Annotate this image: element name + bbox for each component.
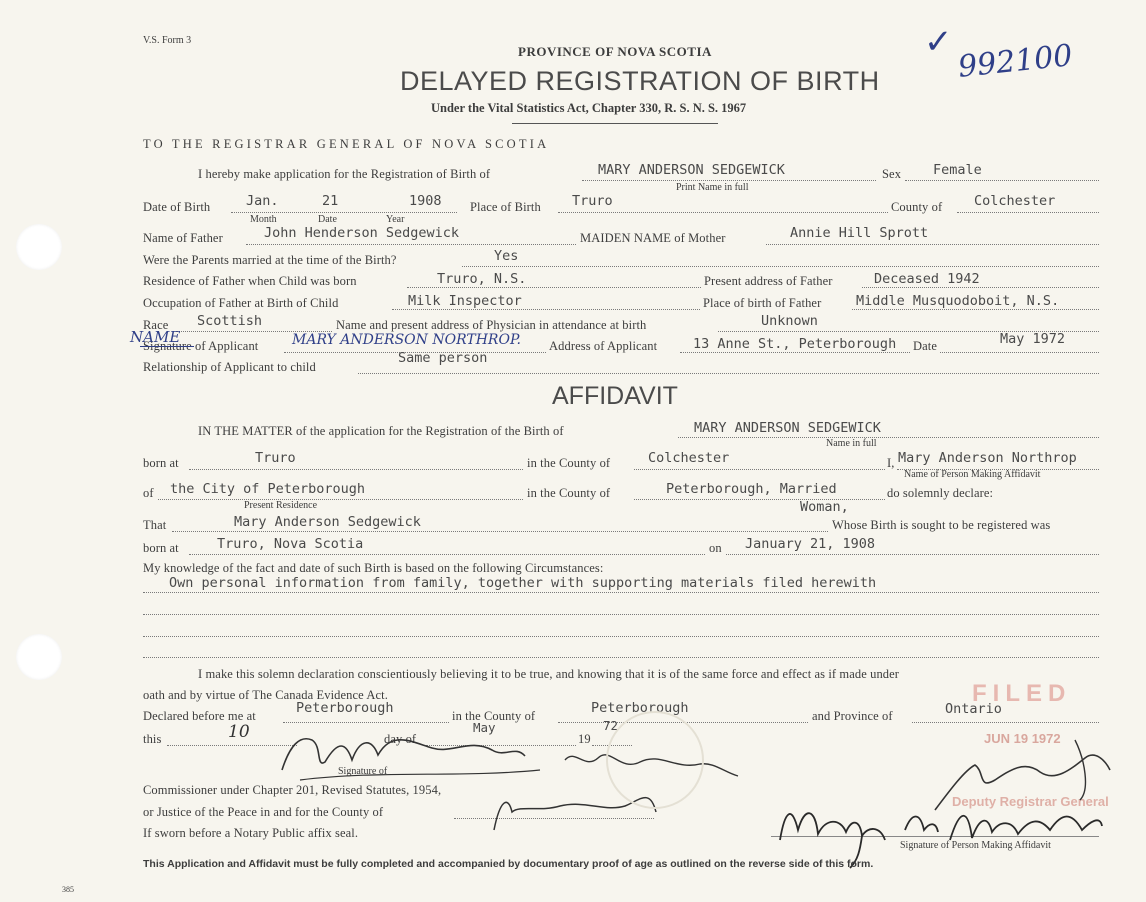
county-label: County of — [891, 200, 943, 214]
solemn-declaration-2: oath and by virtue of The Canada Evidence Act. — [143, 688, 388, 702]
sex-value: Female — [933, 162, 982, 178]
deputy-registrar-stamp: Deputy Registrar General — [952, 794, 1109, 809]
dob-year: 1908 — [409, 193, 442, 209]
residence-value: the City of Peterborough — [170, 481, 366, 497]
declared-label: Declared before me at — [143, 709, 256, 723]
this-label: this — [143, 732, 162, 746]
county-2-value: Peterborough, Married — [666, 481, 837, 497]
dob-day: 21 — [322, 193, 339, 209]
commissioner-line-2: or Justice of the Peace in and for the County of — [143, 805, 384, 819]
year-prefix: 19 — [578, 732, 591, 746]
married-value: Yes — [494, 248, 519, 264]
signature-of-label: Signature of — [338, 766, 388, 777]
date-label: Date — [913, 339, 937, 353]
print-name-note: Print Name in full — [676, 182, 749, 193]
residence-father-value: Truro, N.S. — [437, 271, 527, 287]
county-3-label: in the County of — [452, 709, 536, 723]
father-birthplace-label: Place of birth of Father — [703, 296, 822, 310]
address-label: Address of Applicant — [549, 339, 658, 353]
registration-number: 992100 — [956, 38, 1075, 85]
declared-at-value: Peterborough — [296, 700, 394, 716]
commissioner-line-3: If sworn before a Notary Public affix seal. — [143, 826, 359, 840]
county-2-continued: Woman, — [800, 499, 849, 515]
dob-label: Date of Birth — [143, 200, 211, 214]
residence-father-label: Residence of Father when Child was born — [143, 274, 357, 288]
relationship-label: Relationship of Applicant to child — [143, 360, 316, 374]
born-on-value: January 21, 1908 — [745, 536, 876, 552]
that-name-value: Mary Anderson Sedgewick — [234, 514, 421, 530]
county-1-label: in the County of — [527, 456, 611, 470]
year-note: Year — [386, 214, 405, 225]
circumstances-value: Own personal information from family, together with supporting materials filed herewith — [169, 575, 877, 591]
applicant-name-value: MARY ANDERSON NORTHROP. — [292, 332, 521, 348]
mother-name-value: Annie Hill Sprott — [790, 225, 929, 241]
occupation-label: Occupation of Father at Birth of Child — [143, 296, 339, 310]
present-father-label: Present address of Father — [704, 274, 833, 288]
intro-label: I hereby make application for the Registration of Birth of — [198, 167, 491, 181]
born-at-2-value: Truro, Nova Scotia — [217, 536, 364, 552]
married-label: Were the Parents married at the time of the Birth? — [143, 253, 397, 267]
province-heading: PROVINCE OF NOVA SCOTIA — [518, 44, 712, 59]
print-code: 385 — [62, 885, 74, 894]
day-of-label: day of — [384, 732, 417, 746]
physician-value: Unknown — [761, 313, 818, 329]
affidavit-child-name: MARY ANDERSON SEDGEWICK — [694, 420, 881, 436]
name-full-note: Name in full — [826, 438, 877, 449]
born-at-value: Truro — [255, 450, 296, 466]
province-value: Ontario — [945, 701, 1002, 717]
on-label: on — [709, 541, 722, 555]
dob-month: Jan. — [246, 193, 279, 209]
place-value: Truro — [572, 193, 613, 209]
signature-label: Signature of Applicant — [143, 339, 259, 353]
father-birthplace-value: Middle Musquodoboit, N.S. — [856, 293, 1060, 309]
father-label: Name of Father — [143, 231, 223, 245]
footer-instruction: This Application and Affidavit must be fully completed and accompanied by documentary proof of age as outlined on the reverse side of this form. — [143, 858, 874, 870]
form-title: DELAYED REGISTRATION OF BIRTH — [400, 66, 880, 96]
county-3-value: Peterborough — [591, 700, 689, 716]
of-label: of — [143, 486, 154, 500]
county-value: Colchester — [974, 193, 1056, 209]
province-label: and Province of — [812, 709, 893, 723]
check-mark: ✓ — [924, 22, 953, 62]
application-date-value: May 1972 — [1000, 331, 1066, 347]
commissioner-line-1: Commissioner under Chapter 201, Revised Statutes, 1954, — [143, 783, 442, 797]
year-suffix-value: 72 — [603, 718, 619, 733]
deponent-value: Mary Anderson Northrop — [898, 450, 1077, 466]
matter-label: IN THE MATTER of the application for the Registration of the Birth of — [198, 424, 564, 438]
addressee-line: TO THE REGISTRAR GENERAL OF NOVA SCOTIA — [143, 137, 550, 151]
child-name-value: MARY ANDERSON SEDGEWICK — [598, 162, 785, 178]
whose-label: Whose Birth is sought to be registered was — [832, 518, 1051, 532]
month-note: Month — [250, 214, 277, 225]
born-at-2-label: born at — [143, 541, 179, 555]
signature-person-label: Signature of Person Making Affidavit — [900, 840, 1051, 851]
filed-date-stamp: JUN 19 1972 — [984, 731, 1061, 746]
day-value: 10 — [228, 722, 250, 742]
race-value: Scottish — [197, 313, 263, 329]
sex-label: Sex — [882, 167, 902, 181]
solemn-declaration-1: I make this solemn declaration conscientiously believing it to be true, and knowing that it is of the same force and effect as if made under — [198, 667, 900, 681]
form-number: V.S. Form 3 — [143, 35, 192, 46]
applicant-address-value: 13 Anne St., Peterborough — [693, 336, 897, 352]
county-1-value: Colchester — [648, 450, 730, 466]
relationship-value: Same person — [398, 350, 488, 366]
father-name-value: John Henderson Sedgewick — [264, 225, 460, 241]
residence-note: Present Residence — [244, 500, 318, 511]
filed-stamp: FILED — [972, 680, 1072, 707]
that-label: That — [143, 518, 167, 532]
signature-correction: NAME — [130, 328, 181, 346]
occupation-value: Milk Inspector — [408, 293, 522, 309]
county-2-label: in the County of — [527, 486, 611, 500]
month-value: May — [473, 720, 496, 735]
place-label: Place of Birth — [470, 200, 541, 214]
born-at-label: born at — [143, 456, 179, 470]
mother-label: MAIDEN NAME of Mother — [580, 231, 726, 245]
present-father-value: Deceased 1942 — [874, 271, 980, 287]
affidavit-heading: AFFIDAVIT — [552, 382, 678, 410]
date-note: Date — [318, 214, 337, 225]
deponent-i-label: I, — [887, 456, 895, 470]
form-subtitle: Under the Vital Statistics Act, Chapter 330, R. S. N. S. 1967 — [431, 101, 747, 115]
deponent-note: Name of Person Making Affidavit — [904, 469, 1041, 480]
race-label: Race — [143, 318, 169, 332]
knowledge-label: My knowledge of the fact and date of such Birth is based on the following Circumstances: — [143, 561, 604, 575]
declare-label: do solemnly declare: — [887, 486, 994, 500]
physician-label: Name and present address of Physician in attendance at birth — [336, 318, 647, 332]
